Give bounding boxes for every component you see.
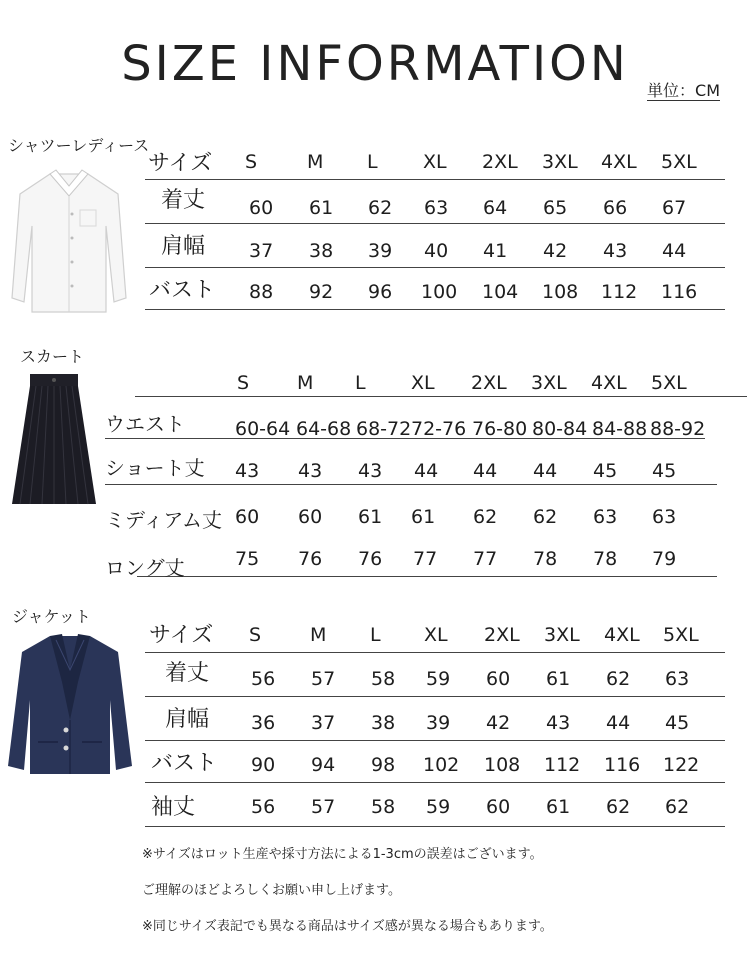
- jacket-cell: 56: [251, 668, 276, 690]
- unit-label: 単位：CM: [647, 81, 720, 100]
- skirt-cell: 43: [235, 460, 260, 482]
- jacket-cell: 90: [251, 754, 276, 776]
- skirt-cell: 78: [533, 548, 558, 570]
- skirt-cell: 80-84: [532, 418, 588, 440]
- skirt-cell: 79: [652, 548, 677, 570]
- skirt-row-label: ミディアム丈: [105, 508, 222, 532]
- skirt-row-short: [105, 438, 717, 485]
- shirt-cell: 96: [368, 281, 393, 303]
- skirt-cell: 77: [413, 548, 438, 570]
- jacket-cell: 102: [423, 754, 460, 776]
- jacket-cell: 62: [606, 668, 631, 690]
- shirt-cell: 64: [483, 197, 508, 219]
- jacket-size-4xl: 4XL: [604, 624, 640, 646]
- shirt-cell: 61: [309, 197, 334, 219]
- shirt-row-label: バスト: [149, 278, 216, 303]
- jacket-cell: 98: [371, 754, 396, 776]
- shirt-cell: 39: [368, 240, 393, 262]
- jacket-row-sleeve: [145, 782, 725, 827]
- skirt-row-long: [105, 530, 717, 580]
- jacket-cell: 94: [311, 754, 336, 776]
- jacket-size-2xl: 2XL: [484, 624, 520, 646]
- skirt-cell: 43: [298, 460, 323, 482]
- jacket-cell: 60: [486, 796, 511, 818]
- shirt-cell: 88: [249, 281, 274, 303]
- skirt-cell: 77: [473, 548, 498, 570]
- jacket-cell: 45: [665, 712, 690, 734]
- jacket-cell: 58: [371, 796, 396, 818]
- jacket-size-5xl: 5XL: [663, 624, 699, 646]
- jacket-cell: 61: [546, 796, 571, 818]
- shirt-cell: 65: [543, 197, 568, 219]
- skirt-cell: 88-92: [650, 418, 706, 440]
- shirt-row-length: [145, 179, 725, 224]
- shirt-size-s: S: [245, 151, 258, 173]
- skirt-size-m: M: [297, 372, 314, 394]
- jacket-section-label: ジャケット: [12, 607, 91, 626]
- skirt-cell: 45: [593, 460, 618, 482]
- shirt-size-5xl: 5XL: [661, 151, 697, 173]
- skirt-size-5xl: 5XL: [651, 372, 687, 394]
- jacket-cell: 61: [546, 668, 571, 690]
- jacket-size-m: M: [310, 624, 327, 646]
- skirt-cell: 64-68: [296, 418, 352, 440]
- shirt-size-xl: XL: [423, 151, 447, 173]
- shirt-cell: 67: [662, 197, 687, 219]
- shirt-cell: 37: [249, 240, 274, 262]
- jacket-cell: 39: [426, 712, 451, 734]
- jacket-size-3xl: 3XL: [544, 624, 580, 646]
- jacket-cell: 57: [311, 796, 336, 818]
- skirt-size-table: [105, 370, 717, 580]
- skirt-cell: 43: [358, 460, 383, 482]
- skirt-cell: 62: [533, 506, 558, 528]
- shirt-cell: 44: [662, 240, 687, 262]
- jacket-cell: 56: [251, 796, 276, 818]
- skirt-cell: 44: [473, 460, 498, 482]
- skirt-section-label: スカート: [20, 347, 85, 366]
- skirt-size-l: L: [355, 372, 366, 394]
- jacket-cell: 59: [426, 796, 451, 818]
- skirt-cell: 62: [473, 506, 498, 528]
- shirt-section-label: シャツーレディース: [8, 136, 150, 155]
- skirt-cell: 60: [298, 506, 323, 528]
- skirt-cell: 76: [298, 548, 323, 570]
- note-thanks: ご理解のほどよろしくお願い申し上げます。: [142, 883, 401, 898]
- jacket-header-row: [145, 612, 725, 653]
- skirt-size-xl: XL: [411, 372, 435, 394]
- shirt-cell: 43: [603, 240, 628, 262]
- jacket-cell: 42: [486, 712, 511, 734]
- shirt-size-table: [145, 143, 725, 313]
- note-tolerance: ※サイズはロット生産や採寸方法による1-3cmの誤差はございます。: [142, 847, 543, 862]
- jacket-header-label: サイズ: [149, 623, 214, 648]
- skirt-size-2xl: 2XL: [471, 372, 507, 394]
- shirt-cell: 62: [368, 197, 393, 219]
- skirt-cell: 44: [533, 460, 558, 482]
- jacket-row-bust: [145, 740, 725, 783]
- shirt-cell: 100: [421, 281, 458, 303]
- shirt-image: [10, 166, 128, 314]
- shirt-cell: 60: [249, 197, 274, 219]
- jacket-row-label: 袖丈: [151, 795, 196, 820]
- jacket-cell: 63: [665, 668, 690, 690]
- skirt-cell: 63: [652, 506, 677, 528]
- jacket-cell: 59: [426, 668, 451, 690]
- jacket-cell: 58: [371, 668, 396, 690]
- skirt-cell: 78: [593, 548, 618, 570]
- skirt-cell: 76-80: [472, 418, 528, 440]
- skirt-cell: 63: [593, 506, 618, 528]
- skirt-row-waist: [105, 396, 705, 439]
- shirt-header-row: [145, 143, 725, 180]
- jacket-size-s: S: [249, 624, 262, 646]
- jacket-size-table: [145, 612, 725, 827]
- shirt-cell: 63: [424, 197, 449, 219]
- jacket-cell: 43: [546, 712, 571, 734]
- skirt-row-label: ロング丈: [105, 556, 185, 580]
- skirt-size-3xl: 3XL: [531, 372, 567, 394]
- skirt-cell: 72-76: [411, 418, 467, 440]
- jacket-row-shoulder: [145, 696, 725, 741]
- jacket-size-xl: XL: [424, 624, 448, 646]
- skirt-cell: 68-72: [356, 418, 412, 440]
- jacket-cell: 37: [311, 712, 336, 734]
- jacket-cell: 38: [371, 712, 396, 734]
- jacket-size-l: L: [370, 624, 381, 646]
- shirt-cell: 38: [309, 240, 334, 262]
- jacket-cell: 60: [486, 668, 511, 690]
- skirt-image: [10, 372, 98, 506]
- jacket-cell: 36: [251, 712, 276, 734]
- skirt-cell: 76: [358, 548, 383, 570]
- shirt-cell: 41: [483, 240, 508, 262]
- shirt-size-4xl: 4XL: [601, 151, 637, 173]
- skirt-cell: 44: [414, 460, 439, 482]
- skirt-cell: 75: [235, 548, 260, 570]
- shirt-cell: 40: [424, 240, 449, 262]
- shirt-cell: 108: [542, 281, 579, 303]
- jacket-cell: 57: [311, 668, 336, 690]
- skirt-size-s: S: [237, 372, 250, 394]
- skirt-cell: 61: [411, 506, 436, 528]
- note-size-difference: ※同じサイズ表記でも異なる商品はサイズ感が異なる場合もあります。: [142, 919, 553, 934]
- shirt-size-l: L: [367, 151, 378, 173]
- shirt-size-2xl: 2XL: [482, 151, 518, 173]
- shirt-cell: 92: [309, 281, 334, 303]
- jacket-cell: 112: [544, 754, 581, 776]
- jacket-cell: 116: [604, 754, 641, 776]
- shirt-header-label: サイズ: [148, 151, 213, 176]
- jacket-cell: 108: [484, 754, 521, 776]
- jacket-cell: 62: [606, 796, 631, 818]
- shirt-cell: 112: [601, 281, 638, 303]
- skirt-row-medium: [105, 484, 717, 530]
- skirt-row-label: ショート丈: [105, 456, 205, 480]
- skirt-cell: 61: [358, 506, 383, 528]
- skirt-size-4xl: 4XL: [591, 372, 627, 394]
- jacket-cell: 44: [606, 712, 631, 734]
- skirt-header-row: [135, 370, 747, 397]
- jacket-row-label: 肩幅: [165, 707, 210, 732]
- shirt-row-shoulder: [145, 223, 725, 268]
- shirt-cell: 104: [482, 281, 519, 303]
- skirt-cell: 45: [652, 460, 677, 482]
- shirt-size-3xl: 3XL: [542, 151, 578, 173]
- shirt-row-label: 肩幅: [161, 234, 206, 259]
- jacket-row-label: 着丈: [165, 661, 210, 686]
- page-title: SIZE INFORMATION: [121, 36, 629, 92]
- shirt-cell: 66: [603, 197, 628, 219]
- shirt-cell: 116: [661, 281, 698, 303]
- jacket-row-label: バスト: [151, 751, 218, 776]
- skirt-cell: 84-88: [592, 418, 648, 440]
- shirt-cell: 42: [543, 240, 568, 262]
- jacket-cell: 122: [663, 754, 700, 776]
- skirt-cell: 60-64: [235, 418, 291, 440]
- jacket-image: [6, 630, 134, 776]
- shirt-row-label: 着丈: [161, 188, 206, 213]
- jacket-cell: 62: [665, 796, 690, 818]
- jacket-row-length: [145, 652, 725, 697]
- shirt-size-m: M: [307, 151, 324, 173]
- skirt-cell: 60: [235, 506, 260, 528]
- skirt-row-label: ウエスト: [105, 412, 185, 436]
- shirt-row-bust: [145, 267, 725, 310]
